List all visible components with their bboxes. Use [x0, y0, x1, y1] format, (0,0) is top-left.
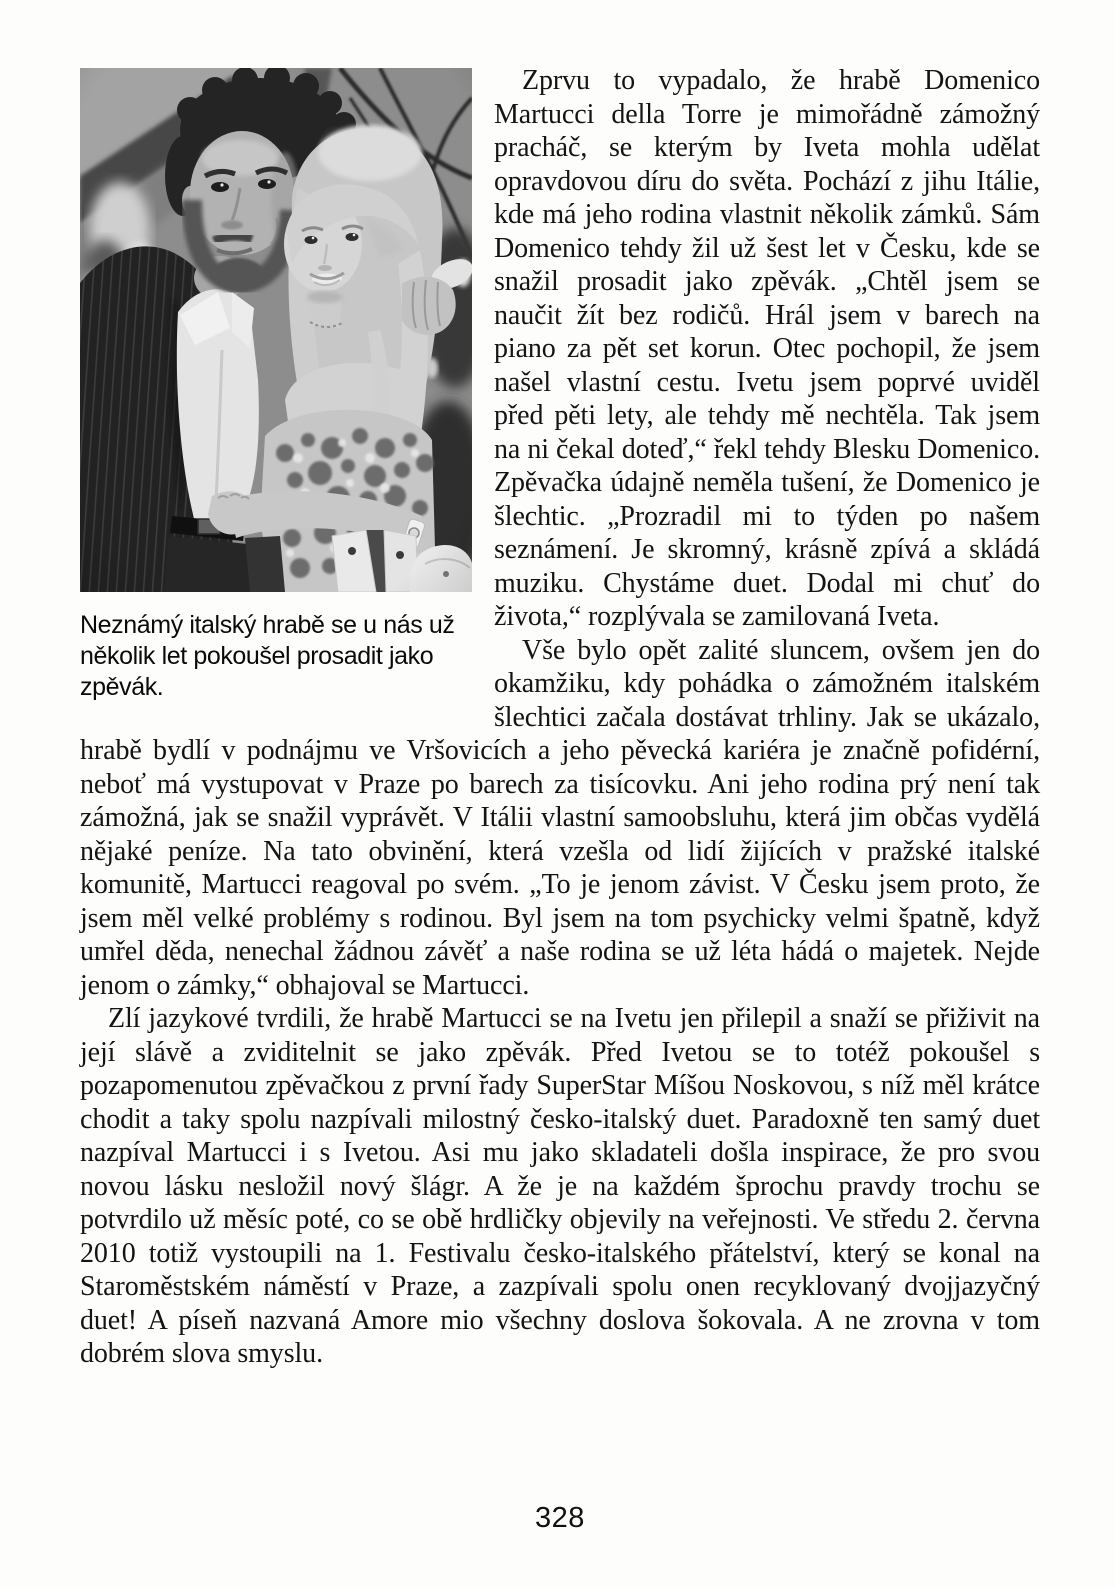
body-paragraph-2: Vše bylo opět zalité sluncem, ovšem jen do okamžiku, kdy pohádka o zámožném italském šlechtici začala dostávat trhliny. Jak se ukázalo, hrabě bydlí v podnájmu ve Vršovicích a jeho pěvecká kariéra je značně pofidérní, neboť má vystupovat v Praze po barech za tisícovku. Ani jeho rodina prý není tak zámožná, jak se snažil vyprávět. V Itálii vlastní samoobsluhu, která jim občas vydělá nějaké peníze. Na tato obvinění, která vzešla od lidí žijících v pražské italské komunitě, Martucci reagoval po svém. „To je jenom závist. V Česku jsem proto, že jsem měl velké problémy s rodinou. Byl jsem na tom psychicky velmi špatně, když umřel děda, nenechal žádnou závěť a naše rodina se už léta hádá o majetek. Nejde jenom o zámky,“ obhajoval se Martucci.	[80, 634, 1040, 1001]
body-paragraph-1: Zprvu to vypadalo, že hrabě Domenico Martucci della Torre je mimořádně zámožný pracháč, se kterým by Iveta mohla udělat opravdovou díru do světa. Pochází z jihu Itálie, kde má jeho rodina vlastnit několik zámků. Sám Domenico tehdy žil už šest let v Česku, kde se snažil prosadit jako zpěvák. „Chtěl jsem se naučit žít bez rodičů. Hrál jsem v barech na piano za pět set korun. Otec pochopil, že jsem našel vlastní cestu. Ivetu jsem poprvé uviděl před pěti lety, ale tehdy mě nechtěla. Tak jsem na ni čekal doteď,“ řekl tehdy Blesku Domenico. Zpěvačka údajně neměla tušení, že Domenico je šlechtic. „Prozradil mi to týden po našem seznámení. Je skromný, krásně zpívá a skládá muziku. Chystáme duet. Dodal mi chuť do života,“ rozplývala se zamilovaná Iveta.	[494, 65, 1040, 632]
photo-caption: Neznámý italský hrabě se u nás už několik let pokoušel prosadit jako zpěvák.	[80, 611, 455, 701]
page-number: 328	[535, 1502, 585, 1534]
couple-photo	[80, 68, 472, 592]
body-paragraph-3: Zlí jazykové tvrdili, že hrabě Martucci se na Ivetu jen přilepil a snaží se přiživit na její slávě a zviditelnit se jako zpěvák. Před Ivetou se to totéž pokoušel s pozapomenutou zpěvačkou z první řady SuperStar Míšou Noskovou, s níž měl krátce chodit a taky spolu nazpívali milostný česko-italský duet. Paradoxně ten samý duet nazpíval Martucci i s Ivetou. Asi mu jako skladateli došla inspirace, že pro svou novou lásku nesložil nový šlágr. A že je na každém šprochu pravdy trochu se potvrdilo už měsíc poté, co se obě hrdličky objevily na veřejnosti. Ve středu 2. června 2010 totiž vystoupili na 1. Festivalu česko-italského přátelství, který se konal na Staroměstském náměstí v Praze, a zazpívali spolu onen recyklovaný dvojjazyčný duet! A píseň nazvaná Amore mio všechny doslova šokovala. A ne zrovna v tom dobrém slova smyslu.	[80, 1003, 1040, 1369]
photo-figure	[80, 68, 472, 703]
page-content	[80, 64, 1040, 1371]
